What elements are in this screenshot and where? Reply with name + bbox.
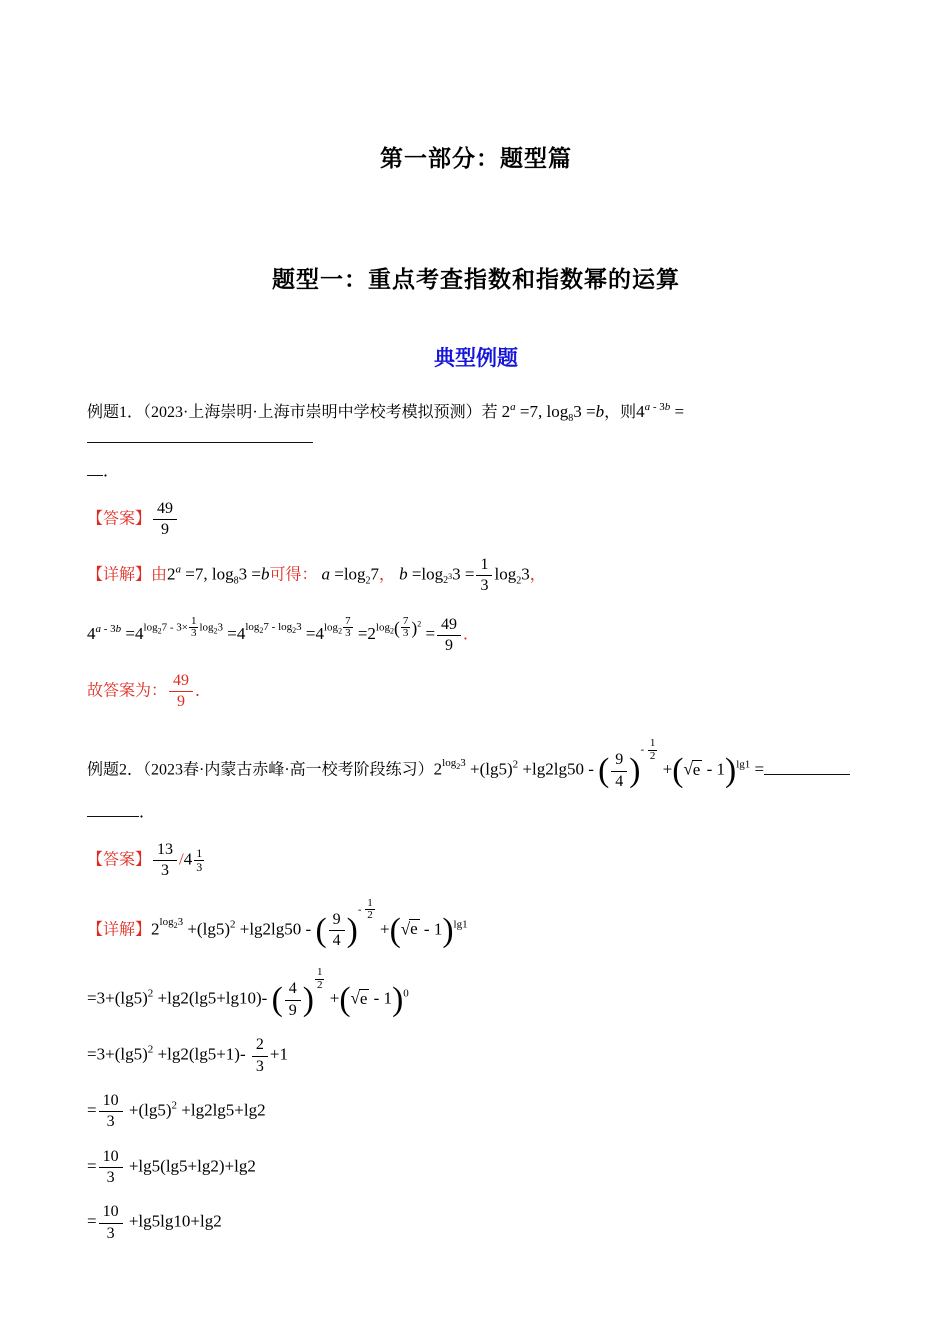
example1-lead: 例题1．（2023·上海崇明·上海市崇明中学校考模拟预测）若 [87,404,502,421]
math-token: +lg5lg10+lg2 [124,1212,222,1232]
denominator: 3 [402,627,409,640]
math-token: - 1 [702,759,725,779]
math-token: 3 [177,916,184,929]
numerator: 7 [345,614,351,627]
left-paren: ( [389,911,401,949]
answer-blank [87,801,139,817]
math-token: - [640,743,647,756]
math-token: 3 [452,564,461,584]
exponent [314,967,326,991]
denominator: 9 [288,1001,297,1019]
exponent: 2 [512,758,519,771]
exponent: a [510,401,516,413]
detail-label: 【详解】 [87,921,152,939]
math-token: log [245,621,260,634]
math-token: +lg5(lg5+lg2)+lg2 [124,1156,256,1176]
numerator: 49 [169,671,193,692]
exponent [144,616,224,640]
denominator: 9 [161,521,170,539]
math-token: 7 - 3× [161,621,188,634]
right-paren: ) [165,1100,172,1120]
fraction [189,616,199,640]
math-token: 7 [370,564,380,584]
log-base: 2 [292,626,297,636]
answer-blank [87,426,313,442]
denominator: 3 [161,862,170,880]
math-token: - 1 [419,919,443,939]
numerator: 1 [476,555,492,576]
left-paren: ( [393,617,400,638]
exponent: 2 [230,918,236,931]
example2-step3 [87,1091,865,1133]
math-token: log [278,621,293,634]
math-token: 3 [238,564,248,584]
denominator: 2 [316,978,323,991]
math-token: ． [139,804,156,822]
math-token: b [260,564,270,584]
math-token: b [664,401,671,413]
exponent: lg1 [453,918,468,931]
math-token: 4 [236,624,246,644]
fraction [401,616,411,640]
math-token: 2 [433,759,443,779]
math-token: = [460,564,475,584]
math-token: = [121,624,136,644]
math-token: +lg2(lg5+1)- [153,1044,250,1064]
math-token: = [329,564,344,584]
log-base: 8 [568,413,574,424]
left-paren: ( [138,1100,145,1120]
example1-conclusion [87,671,865,713]
math-token: log [211,564,234,584]
fraction [437,615,461,657]
log-base: 2 [338,626,343,636]
exponent: a [175,563,182,576]
math-token: 2 [367,624,376,644]
fraction [153,499,177,541]
right-paren: ) [442,911,454,949]
math-token: - 3 [101,623,116,636]
section-title: 典型例题 [434,346,518,370]
fraction [611,750,627,792]
math-token: =3+ [87,1044,115,1064]
example2-detail [87,898,865,952]
denominator: 3 [480,576,489,594]
math-token: = [87,1156,97,1176]
math-token: ， [529,566,546,584]
detail-lead: 由 [151,566,168,584]
fraction [99,1091,123,1133]
math-token: e [359,988,368,1008]
fraction [169,671,193,713]
math-token: = [750,759,765,779]
denominator: 2 [367,909,373,922]
math-token: log [442,756,457,769]
numerator: 9 [329,910,345,931]
exponent: 2 [171,1099,178,1112]
math-token: +1 [269,1044,288,1064]
fraction [476,555,492,597]
math-token: 3 [448,572,453,582]
math-token: a [95,623,101,636]
numerator: 1 [196,845,203,860]
math-token: a [321,564,330,584]
part-title: 第一部分：题型篇 [380,146,572,171]
math-token: 3 [217,621,224,634]
log-base: 2 [516,575,522,587]
math-token: =7, [181,564,212,584]
math-token: 3 [521,564,530,584]
left-paren: ( [196,919,203,939]
numerator: 1 [649,737,656,750]
math-token: a [644,401,651,413]
math-token: 4 [636,402,645,421]
denominator: 3 [106,1224,115,1242]
math-token: - 1 [369,988,393,1008]
math-token: log [494,564,517,584]
math-token: b [115,623,122,636]
right-paren: ) [392,981,404,1019]
example1-derivation [87,612,865,656]
numerator: 1 [367,896,373,909]
math-token: - 3 [650,401,665,413]
exponent: 0 [403,987,409,1000]
math-token: ． [195,682,212,700]
denominator: 3 [255,1057,264,1075]
fraction [315,967,325,991]
math-token: 2 [501,402,511,421]
math-token: + [465,759,480,779]
example2-step4 [87,1147,865,1189]
type-title: 题型一：重点考查指数和指数幂的运算 [272,267,680,292]
numerator: 10 [99,1091,123,1112]
right-paren: ) [629,752,641,790]
fraction [194,847,204,874]
math-token: = [301,624,316,644]
math-token: +lg2lg50 - [235,919,316,939]
denominator: 4 [615,772,624,790]
example2-lead: 例题2．（2023春·内蒙古赤峰·高一校考阶段练习） [87,761,434,779]
math-token: e [692,759,701,779]
log-base [443,572,453,587]
fraction [252,1035,268,1077]
exponent [245,621,301,635]
math-token: b [399,564,408,584]
log-base: 2 [157,626,162,636]
example1-statement [87,398,865,451]
math-token: e [410,919,418,939]
math-token: +lg2(lg5+lg10)- [153,988,272,1008]
math-token: log [546,402,569,421]
example2-statement [87,738,865,792]
math-token: +lg2lg5+lg2 [177,1100,266,1120]
example2-step2 [87,1035,865,1077]
right-paren: ) [411,617,418,638]
example1-detail [87,555,865,597]
math-token: = [247,564,261,584]
exponent [645,401,671,413]
math-token: lg5 [120,988,143,1008]
fraction [99,1202,123,1244]
left-paren: ( [114,988,121,1008]
math-token: ， [379,566,396,584]
left-paren: ( [598,752,610,790]
exponent [442,757,466,771]
math-token: =3+ [87,988,115,1008]
sqrt-sign: √ [400,919,410,939]
math-token: 2 [443,575,449,587]
fraction [329,910,345,952]
numerator: 10 [99,1202,123,1223]
log-base: 2 [365,575,371,587]
math-token: + [658,759,673,779]
math-token: 2 [417,619,422,629]
numerator: 1 [190,614,197,627]
denominator: 3 [345,627,351,640]
log-base: 2 [173,921,178,931]
right-paren: ) [725,752,737,790]
math-token: +lg2lg50 - [518,759,599,779]
numerator: 1 [316,966,323,979]
math-token: =7, [515,402,547,421]
math-token: - [357,903,365,916]
math-token: = [223,624,237,644]
denominator: 4 [332,931,341,949]
exponent: lg1 [736,758,751,771]
math-token: = [87,1100,97,1120]
denominator: 3 [106,1169,115,1187]
math-token: + [183,919,197,939]
right-paren: ) [142,988,148,1008]
math-token: log [159,916,174,929]
left-paren: ( [114,1044,121,1064]
math-token: / [179,849,184,869]
exponent [358,898,376,922]
exponent [96,623,122,635]
math-token: log [343,564,366,584]
math-token: ． [463,626,480,644]
right-paren: ) [224,919,230,939]
math-token: log [199,621,214,634]
math-token: log [421,564,444,584]
example2-answer [87,840,865,882]
exponent [376,616,421,640]
numerator: 49 [153,499,177,520]
numerator: 9 [611,750,627,771]
fraction [99,1147,123,1189]
example1-statement-line2 [87,459,865,485]
left-paren: ( [339,981,351,1019]
log-base: 2 [213,626,218,636]
left-paren: ( [315,911,327,949]
denominator: 3 [106,1113,115,1131]
math-token: lg5 [144,1100,166,1120]
log-base: 2 [389,626,394,636]
example2-statement-line2 [87,800,865,826]
numerator: 4 [285,979,301,1000]
right-paren: ) [302,981,314,1019]
denominator: 3 [190,627,197,640]
fraction [365,898,375,922]
exponent [160,916,184,930]
fraction [648,738,658,762]
numerator: 7 [402,614,409,627]
math-token: b [595,402,605,421]
math-token: 3 [573,402,582,421]
left-paren: ( [271,981,283,1019]
denominator: 9 [445,637,454,655]
exponent: 2 [147,987,154,1000]
math-token: 4 [183,849,193,869]
fraction [285,979,301,1021]
exponent: 2 [147,1043,154,1056]
math-token: 7 - [263,621,279,634]
answer-label: 【答案】 [87,851,152,869]
fraction [343,616,353,640]
right-paren: ) [346,911,358,949]
math-token: 2 [167,564,176,584]
math-token: 3 [460,756,466,769]
example1-then: ，则 [604,404,637,421]
sqrt-sign: √ [683,759,692,779]
sqrt-sign: √ [350,988,359,1008]
example2-step5 [87,1202,865,1244]
math-token: 4 [315,624,324,644]
math-token: lg5 [202,919,225,939]
math-token: = [407,564,422,584]
math-token: log [324,621,339,634]
math-token: = [87,1212,97,1232]
math-token: log [143,621,158,634]
example2-step1 [87,967,865,1021]
numerator: 13 [153,840,177,861]
math-token: lg5 [120,1044,143,1064]
log-base: 8 [233,575,239,587]
math-token: + [325,988,340,1008]
math-token: 4 [135,624,144,644]
math-token: lg5 [485,759,507,779]
exponent [324,616,354,640]
left-paren: ( [479,759,486,779]
detail-kede: 可得： [269,566,318,584]
math-token: ． [103,463,120,481]
denominator: 3 [196,860,203,875]
answer-blank [87,460,103,476]
math-token: = [670,402,685,421]
denominator: 9 [177,692,186,710]
right-paren: ) [142,1044,148,1064]
denominator: 2 [649,749,656,762]
numerator: 49 [437,615,461,636]
log-base: 2 [259,626,264,636]
numerator: 10 [99,1147,123,1168]
right-paren: ) [506,759,513,779]
answer-label: 【答案】 [87,510,152,528]
math-token: + [124,1100,139,1120]
numerator: 2 [252,1035,268,1056]
math-token: = [421,624,436,644]
example1-answer [87,499,865,541]
math-token: log [375,621,390,634]
math-token: = [353,624,368,644]
detail-label: 【详解】 [87,566,152,584]
math-token: + [375,919,390,939]
exponent [640,738,658,762]
answer-blank [764,759,850,775]
log-base: 2 [456,761,461,771]
math-token: 2 [151,919,160,939]
fraction [153,840,177,882]
therefore-label: 故答案为： [87,682,168,700]
left-paren: ( [672,752,684,790]
math-token: 4 [87,624,96,644]
math-token: 3 [296,621,302,634]
math-token: = [581,402,596,421]
